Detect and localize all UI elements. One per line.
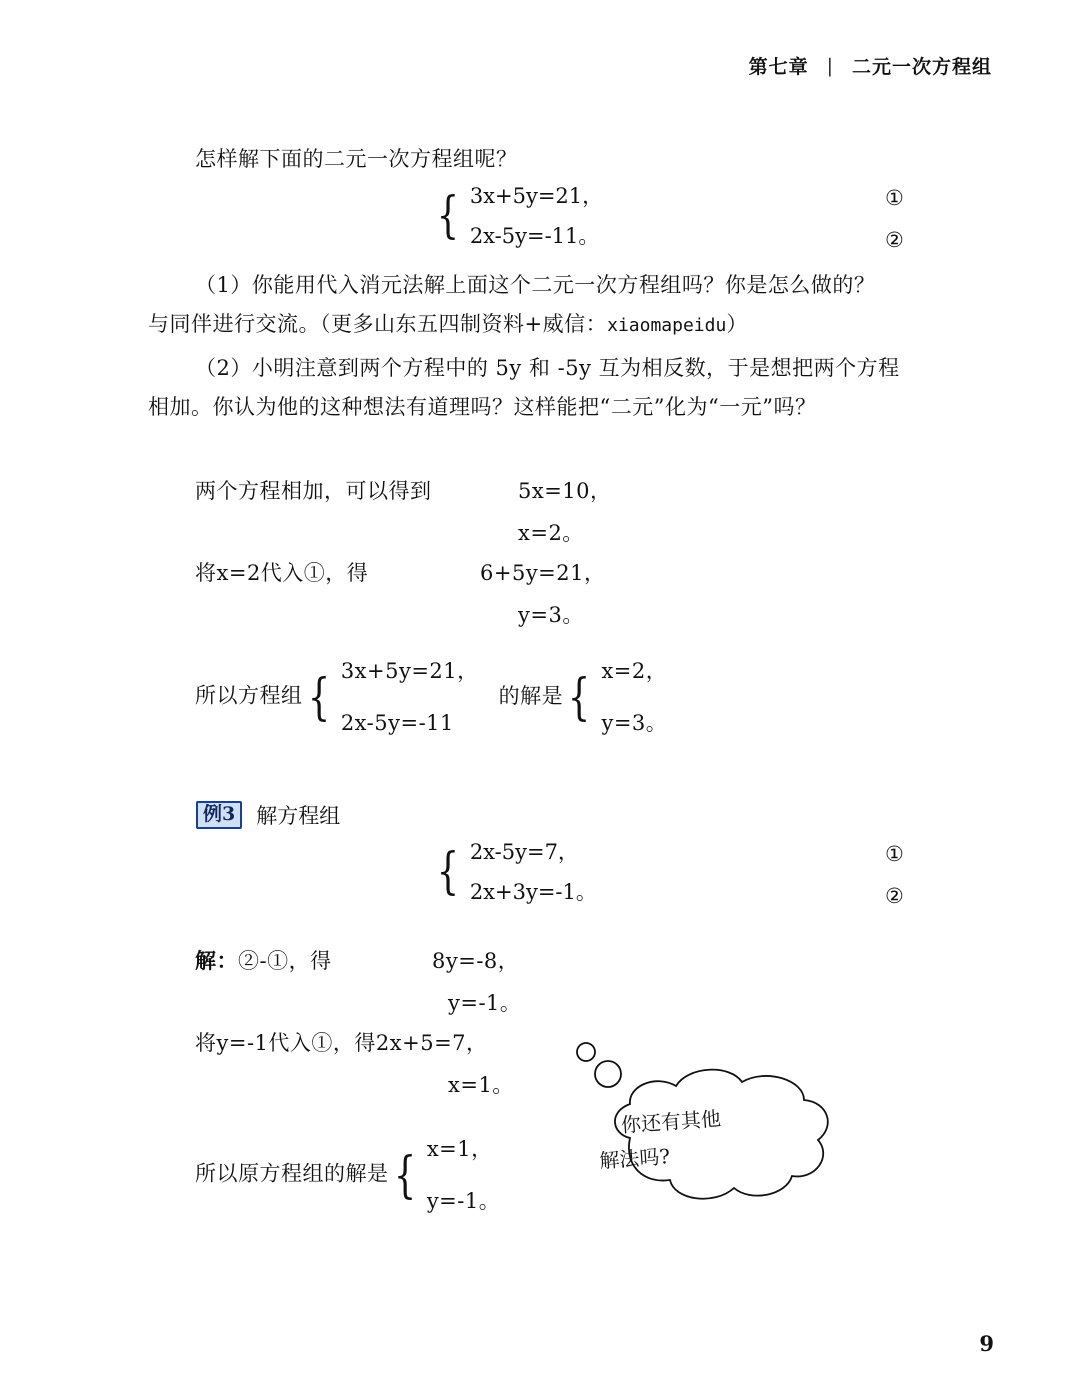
solution-label-text: 解： — [195, 948, 238, 973]
item1-line2-suffix: ） — [726, 312, 748, 336]
solution-step1-text: ②-①，得 — [238, 949, 332, 973]
example-heading — [196, 800, 340, 830]
derivation-system-eq2: 2x-5y=-11 — [340, 711, 454, 735]
derivation-solution-eq1: x=2， — [601, 659, 668, 683]
item1-line2 — [148, 303, 968, 347]
derivation-line4-math: y=3。 — [518, 603, 584, 627]
example-equation-1: 2x-5y=7， — [469, 840, 579, 864]
header-separator: | — [826, 54, 834, 77]
example-equation-2: 2x+3y=-1。 — [469, 880, 597, 904]
derivation-line3-math: 6+5y=21， — [480, 561, 606, 585]
derivation-line1-math: 5x=10， — [518, 479, 612, 503]
example-badge: 例3 — [196, 801, 242, 829]
solution-conclusion — [195, 1128, 500, 1222]
intro-question: 怎样解下面的二元一次方程组呢？ — [195, 147, 518, 171]
example-title: 解方程组 — [256, 804, 341, 828]
thought-bubble — [560, 1030, 860, 1220]
system-equation-1: 3x+5y=21， — [469, 184, 604, 208]
derivation-line2-math: x=2。 — [518, 521, 584, 545]
derivation-conclusion-mid: 的解是 — [498, 683, 564, 708]
page-header — [749, 52, 992, 79]
derivation-system-eq1: 3x+5y=21， — [340, 659, 479, 683]
page-number: 9 — [979, 1331, 994, 1356]
derivation-line1-text: 两个方程相加，可以得到 — [195, 479, 432, 503]
solution-step2-math: y=-1。 — [448, 991, 522, 1015]
item1-line2-mono: xiaomapeidu — [607, 315, 727, 336]
solution-step3-text: 将y=-1代入①，得2x+5=7， — [195, 1031, 488, 1055]
thought-bubble-line2: 解法吗? — [598, 1144, 671, 1173]
example-tag-2: ② — [885, 884, 904, 908]
thought-bubble-line1: 你还有其他 — [620, 1106, 722, 1138]
solution-eq1: x=1， — [426, 1137, 493, 1161]
equation-tag-1: ① — [885, 186, 904, 210]
derivation-line3-text: 将x=2代入①，得 — [195, 561, 369, 585]
solution-step1-math: 8y=-8， — [432, 949, 520, 973]
item1-line1: （1）你能用代入消元法解上面这个二元一次方程组吗？你是怎么做的？ — [195, 273, 876, 297]
left-brace-icon: { — [393, 1145, 416, 1204]
derivation-conclusion — [195, 650, 667, 744]
item2-line2: 相加。你认为他的这种想法有道理吗？这样能把“二元”化为“一元”吗？ — [148, 395, 817, 419]
left-brace-icon: { — [436, 841, 460, 900]
thought-bubble-text — [598, 1096, 804, 1176]
solution-eq2: y=-1。 — [426, 1189, 501, 1213]
example-tag-1: ① — [885, 842, 904, 866]
example-equation-system — [432, 836, 597, 906]
derivation-conclusion-prefix: 所以方程组 — [195, 683, 303, 708]
equation-tag-2: ② — [885, 228, 904, 252]
header-title: 二元一次方程组 — [851, 56, 992, 78]
item2-line1: （2）小明注意到两个方程中的 5y 和 -5y 互为相反数，于是想把两个方程 — [195, 356, 900, 380]
left-brace-icon: { — [568, 667, 591, 726]
item1-line2-prefix: 与同伴进行交流。（更多山东五四制资料+威信： — [148, 312, 608, 336]
solution-step4-math: x=1。 — [448, 1073, 514, 1097]
solution-conclusion-prefix: 所以原方程组的解是 — [195, 1161, 389, 1186]
left-brace-icon: { — [307, 667, 330, 726]
system-equation-2: 2x-5y=-11。 — [469, 224, 600, 248]
equation-system-main — [432, 180, 603, 250]
header-chapter: 第七章 — [748, 56, 809, 78]
solution-label — [195, 940, 332, 982]
left-brace-icon: { — [436, 185, 460, 244]
derivation-solution-eq2: y=3。 — [601, 711, 668, 735]
